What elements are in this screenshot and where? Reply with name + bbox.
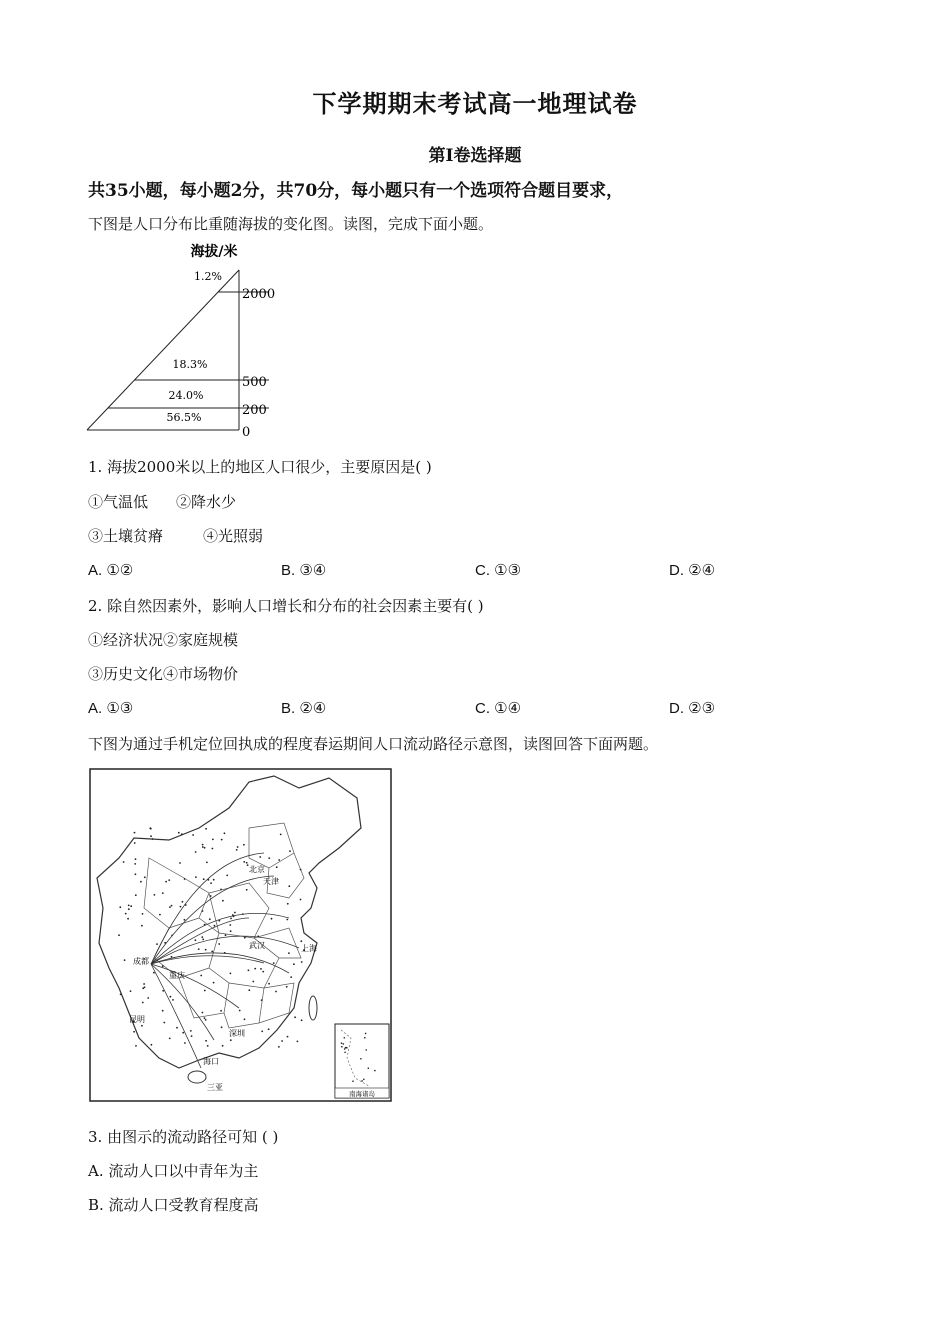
city-dot xyxy=(205,1040,207,1042)
q1-item-3: ③土壤贫瘠 xyxy=(88,527,164,545)
q1-option-d[interactable]: D. ②④ xyxy=(669,562,716,579)
city-dot xyxy=(234,912,236,914)
city-dot xyxy=(125,913,127,915)
city-dot xyxy=(198,948,200,950)
city-dot xyxy=(147,997,149,999)
city-dot xyxy=(123,861,125,863)
city-dot xyxy=(142,1002,144,1004)
city-dot xyxy=(191,1035,193,1037)
city-dot xyxy=(209,918,211,920)
south-china-sea-inset xyxy=(335,1024,389,1098)
city-dot xyxy=(252,981,254,983)
city-dot xyxy=(290,976,292,978)
city-dot xyxy=(162,965,164,967)
island-dot xyxy=(365,1033,367,1035)
q1-option-b[interactable]: B. ③④ xyxy=(281,562,327,579)
city-dot xyxy=(220,1010,222,1012)
city-dot xyxy=(204,990,206,992)
tick-label-0: 0 xyxy=(242,425,251,438)
city-dot xyxy=(150,835,152,837)
label-shanghai: 上海 xyxy=(301,944,317,953)
city-dot xyxy=(156,943,158,945)
city-dot xyxy=(276,866,278,868)
island-dot xyxy=(345,1047,347,1049)
city-dot xyxy=(212,848,214,850)
city-dot xyxy=(204,1017,206,1019)
city-dot xyxy=(261,1031,263,1033)
city-dot xyxy=(133,1031,135,1033)
city-dot xyxy=(222,900,224,902)
city-dot xyxy=(151,1044,153,1046)
city-dot xyxy=(287,1036,289,1038)
city-dot xyxy=(162,1010,164,1012)
q3-option-a[interactable]: A. 流动人口以中青年为主 xyxy=(88,1162,259,1180)
island-dot xyxy=(344,1048,346,1050)
city-dot xyxy=(150,828,152,830)
q1-item-4: ④光照弱 xyxy=(203,527,264,545)
city-dot xyxy=(202,939,204,941)
label-chongqing: 重庆 xyxy=(169,971,185,980)
island-dot xyxy=(360,1058,362,1060)
label-beijing: 北京 xyxy=(249,865,265,874)
q3-stem: 3. 由图示的流动路径可知 ( ) xyxy=(88,1128,279,1146)
page-title: 下学期期末考试高一地理试卷 xyxy=(312,89,638,118)
city-dot xyxy=(144,876,146,878)
city-dot xyxy=(229,924,231,926)
city-dot xyxy=(118,934,120,936)
island-dot xyxy=(374,1070,376,1072)
city-dot xyxy=(143,983,145,985)
city-dot xyxy=(278,1046,280,1048)
city-dot xyxy=(225,934,227,936)
q3-option-b[interactable]: B. 流动人口受教育程度高 xyxy=(88,1196,259,1214)
city-dot xyxy=(152,838,154,840)
city-dot xyxy=(280,834,282,836)
city-dot xyxy=(230,1039,232,1041)
island-dot xyxy=(343,1043,345,1045)
city-dot xyxy=(220,889,222,891)
city-dot xyxy=(130,990,132,992)
city-dot xyxy=(190,1030,192,1032)
city-dot xyxy=(262,971,264,973)
city-dot xyxy=(200,975,202,977)
city-dot xyxy=(205,1019,207,1021)
q2-option-b[interactable]: B. ②④ xyxy=(281,700,327,717)
city-dot xyxy=(218,943,220,945)
island-dot xyxy=(361,1080,363,1082)
label-chengdu: 成都 xyxy=(133,957,149,966)
altitude-chart-svg xyxy=(84,240,294,438)
city-dot xyxy=(210,895,212,897)
city-dot xyxy=(268,983,270,985)
city-dot xyxy=(246,862,248,864)
city-dot xyxy=(278,859,280,861)
value-label-500-2000: 18.3% xyxy=(172,358,208,371)
q2-stem: 2. 除自然因素外，影响人口增长和分布的社会因素主要有( ) xyxy=(88,597,484,615)
city-dot xyxy=(275,991,277,993)
city-dot xyxy=(172,999,174,1001)
city-dot xyxy=(246,889,248,891)
island-dot xyxy=(365,1049,367,1051)
city-dot xyxy=(210,882,212,884)
city-dot xyxy=(288,885,290,887)
city-dot xyxy=(168,879,170,881)
chart-title: 海拔/米 xyxy=(190,244,238,260)
city-dot xyxy=(165,881,167,883)
city-dot xyxy=(162,892,164,894)
inset-label: 南海诸岛 xyxy=(349,1090,375,1098)
city-dot xyxy=(239,1010,241,1012)
city-dot xyxy=(119,906,121,908)
island-dot xyxy=(352,1080,354,1082)
island-dot xyxy=(364,1037,366,1039)
city-dot xyxy=(182,1032,184,1034)
city-dot xyxy=(221,1026,223,1028)
city-dot xyxy=(212,839,214,841)
city-dot xyxy=(204,847,206,849)
city-dot xyxy=(202,1012,204,1014)
instruction: 共35小题，每小题2分，共70分，每小题只有一个选项符合题目要求， xyxy=(88,181,624,201)
city-dot xyxy=(297,1041,299,1043)
island-dot xyxy=(344,1037,346,1039)
city-dot xyxy=(144,986,146,988)
q2-option-d[interactable]: D. ②③ xyxy=(669,700,716,717)
city-dot xyxy=(230,973,232,975)
city-dot xyxy=(206,862,208,864)
island-dot xyxy=(341,1046,343,1048)
city-dot xyxy=(205,949,207,951)
city-dot xyxy=(182,901,184,903)
city-dot xyxy=(171,905,173,907)
city-dot xyxy=(180,906,182,908)
city-dot xyxy=(141,925,143,927)
city-dot xyxy=(300,899,302,901)
island-dot xyxy=(344,1052,346,1054)
city-dot xyxy=(230,930,232,932)
city-dot xyxy=(287,903,289,905)
city-dot xyxy=(294,1016,296,1018)
tick-label-500: 500 xyxy=(242,375,267,390)
city-dot xyxy=(201,936,203,938)
city-dot xyxy=(236,849,238,851)
city-dot xyxy=(286,919,288,921)
city-dot xyxy=(271,918,273,920)
city-dot xyxy=(301,961,303,963)
city-dot xyxy=(130,905,132,907)
city-dot xyxy=(244,1018,246,1020)
city-dot xyxy=(178,832,180,834)
tick-label-200: 200 xyxy=(242,403,267,418)
city-dot xyxy=(195,939,197,941)
city-dot xyxy=(140,881,142,883)
island-dot xyxy=(363,1079,365,1081)
section-title: 第Ⅰ卷选择题 xyxy=(428,146,522,166)
city-dot xyxy=(181,833,183,835)
value-label-0-200: 56.5% xyxy=(166,411,202,424)
city-dot xyxy=(281,1040,283,1042)
city-dot xyxy=(222,1045,224,1047)
intro-text-2: 下图为通过手机定位回执成的程度春运期间人口流动路径示意图，读图回答下面两题。 xyxy=(88,735,659,753)
city-dot xyxy=(124,959,126,961)
city-dot xyxy=(195,851,197,853)
migration-map xyxy=(89,768,392,1102)
city-dot xyxy=(159,914,161,916)
city-dot xyxy=(141,1025,143,1027)
q2-items-2: ③历史文化④市场物价 xyxy=(88,665,239,683)
city-dot xyxy=(237,846,239,848)
city-dot xyxy=(184,1042,186,1044)
tick-label-2000: 2000 xyxy=(242,287,276,302)
migration-map-svg xyxy=(89,768,392,1102)
city-dot xyxy=(293,963,295,965)
city-dot xyxy=(203,878,205,880)
city-dot xyxy=(135,1045,137,1047)
city-dot xyxy=(248,969,250,971)
city-dot xyxy=(202,844,204,846)
city-dot xyxy=(142,913,144,915)
city-dot xyxy=(153,972,155,974)
city-dot xyxy=(260,968,262,970)
city-dot xyxy=(170,996,172,998)
city-dot xyxy=(213,879,215,881)
city-dot xyxy=(169,906,171,908)
city-dot xyxy=(243,861,245,863)
q1-option-a[interactable]: A. ①② xyxy=(88,562,134,579)
city-dot xyxy=(162,990,164,992)
city-dot xyxy=(268,857,270,859)
city-dot xyxy=(259,856,261,858)
label-tianjin: 天津 xyxy=(263,877,279,886)
city-dot xyxy=(214,925,216,927)
city-dot xyxy=(230,918,232,920)
label-kunming: 昆明 xyxy=(129,1015,145,1024)
city-dot xyxy=(211,951,213,953)
city-dot xyxy=(243,844,245,846)
city-dot xyxy=(134,832,136,834)
city-dot xyxy=(205,828,207,830)
city-dot xyxy=(221,839,223,841)
city-dot xyxy=(192,834,194,836)
label-wuhan: 武汉 xyxy=(249,941,265,950)
city-dot xyxy=(224,832,226,834)
city-dot xyxy=(300,940,302,942)
city-dot xyxy=(184,878,186,880)
city-dot xyxy=(202,846,204,848)
label-shenzhen: 深圳 xyxy=(229,1029,245,1038)
city-dot xyxy=(226,875,228,877)
q2-items-1: ①经济状况②家庭规模 xyxy=(88,631,239,649)
city-dot xyxy=(135,873,137,875)
island-dot xyxy=(368,1067,370,1069)
city-dot xyxy=(163,1022,165,1024)
city-dot xyxy=(289,850,291,852)
city-dot xyxy=(301,1019,303,1021)
city-dot xyxy=(207,1045,209,1047)
city-dot xyxy=(254,968,256,970)
city-dot xyxy=(154,894,156,896)
city-dot xyxy=(244,937,246,939)
city-dot xyxy=(134,863,136,865)
q1-item-1: ①气温低 xyxy=(88,493,149,511)
city-dot xyxy=(288,952,290,954)
city-dot xyxy=(169,1038,171,1040)
city-dot xyxy=(248,989,250,991)
city-dot xyxy=(202,910,204,912)
q1-item-2: ②降水少 xyxy=(176,493,237,511)
city-dot xyxy=(134,842,136,844)
city-dot xyxy=(268,1028,270,1030)
city-dot xyxy=(128,905,130,907)
q1-stem: 1. 海拔2000米以上的地区人口很少，主要原因是( ) xyxy=(88,458,432,476)
label-sanya: 三亚 xyxy=(207,1083,223,1092)
city-dot xyxy=(195,876,197,878)
label-haikou: 海口 xyxy=(203,1057,219,1066)
city-dot xyxy=(300,869,302,871)
value-label-200-500: 24.0% xyxy=(168,389,204,402)
city-dot xyxy=(128,908,130,910)
intro-text-1: 下图是人口分布比重随海拔的变化图。读图，完成下面小题。 xyxy=(88,215,494,233)
altitude-population-chart xyxy=(84,240,294,438)
city-dot xyxy=(127,918,129,920)
city-dot xyxy=(176,1027,178,1029)
city-dot xyxy=(171,956,173,958)
q2-option-a[interactable]: A. ①③ xyxy=(88,700,134,717)
city-dot xyxy=(135,858,137,860)
city-dot xyxy=(286,986,288,988)
q1-option-c[interactable]: C. ①③ xyxy=(475,562,522,579)
q2-option-c[interactable]: C. ①④ xyxy=(475,700,522,717)
city-dot xyxy=(120,994,122,996)
value-label-2000以上: 1.2% xyxy=(194,270,222,283)
city-dot xyxy=(261,999,263,1001)
city-dot xyxy=(273,962,275,964)
island-dot xyxy=(341,1042,343,1044)
city-dot xyxy=(179,862,181,864)
city-dot xyxy=(213,982,215,984)
city-dot xyxy=(135,894,137,896)
city-dot xyxy=(184,919,186,921)
island-dot xyxy=(346,1047,348,1049)
triangle-hypotenuse xyxy=(87,270,239,430)
